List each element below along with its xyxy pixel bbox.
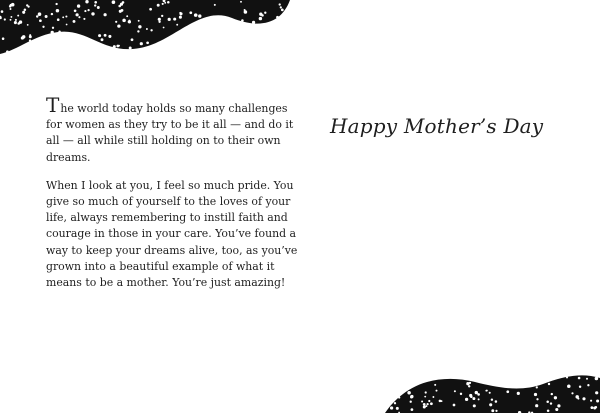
polka-dot: [194, 13, 198, 17]
polka-dot: [104, 34, 107, 37]
polka-dot: [14, 21, 17, 24]
polka-dot: [138, 25, 141, 28]
polka-dot: [97, 6, 100, 9]
polka-dot: [478, 398, 480, 400]
polka-dot: [534, 393, 537, 396]
polka-dot: [506, 390, 509, 393]
polka-dot: [163, 27, 165, 29]
polka-dot: [546, 400, 549, 403]
polka-dot: [176, 24, 178, 26]
polka-dot: [129, 47, 132, 50]
greeting-title: Happy Mother’s Day: [330, 114, 544, 138]
polka-dot: [491, 398, 493, 400]
polka-dot: [567, 385, 571, 389]
polka-dot: [118, 5, 121, 8]
polka-dot: [122, 1, 125, 4]
polka-dot: [128, 21, 131, 24]
polka-dot: [98, 34, 101, 37]
polka-dot: [55, 3, 57, 5]
polka-dot: [138, 20, 140, 22]
polka-dot: [76, 13, 79, 16]
polka-dot: [1, 10, 4, 13]
polka-dot: [551, 393, 553, 395]
polka-dot: [22, 35, 25, 38]
polka-dot: [87, 9, 89, 11]
polka-dot: [126, 15, 128, 17]
polka-dot: [42, 26, 44, 28]
polka-dot: [91, 12, 94, 15]
polka-dot: [536, 386, 538, 388]
polka-dot: [104, 13, 107, 16]
polka-dot: [423, 405, 426, 408]
polka-dot: [578, 377, 581, 380]
polka-dot: [579, 386, 581, 388]
polka-dot: [252, 21, 255, 24]
polka-dot: [22, 11, 25, 14]
polka-dot: [593, 407, 596, 410]
polka-dot: [280, 6, 282, 8]
polka-dot-wave-bottom: [385, 372, 600, 413]
polka-dot: [214, 4, 216, 6]
polka-dot: [66, 24, 68, 26]
message-paragraph-2: When I look at you, I feel so much pride. You give so much of yourself to the loves of your life, always remembering to instill faith and courage in those in your care. You’ve found a way to keep your dreams alive, too, as you’ve grown into a beautiful example of what it means to be a mother. You’re just amazing!: [46, 178, 298, 290]
polka-dot: [596, 399, 599, 402]
polka-dot: [595, 391, 598, 394]
polka-dot: [407, 391, 411, 395]
polka-dot: [118, 45, 120, 47]
polka-dot: [113, 45, 116, 48]
polka-dot: [472, 397, 475, 400]
polka-dot: [179, 12, 182, 15]
polka-dot: [423, 403, 426, 406]
polka-dot: [517, 392, 520, 395]
polka-dot: [28, 6, 30, 8]
polka-dot: [489, 403, 492, 406]
polka-dot: [140, 42, 143, 45]
polka-dot: [390, 406, 393, 409]
polka-dot: [430, 402, 433, 405]
polka-dot: [424, 396, 426, 398]
polka-dot: [535, 404, 538, 407]
polka-dot: [396, 407, 399, 410]
polka-dot: [58, 30, 60, 32]
polka-dot: [259, 13, 262, 16]
polka-dot: [421, 400, 423, 402]
polka-dot: [137, 30, 139, 32]
polka-dot: [146, 28, 148, 30]
polka-dot: [491, 409, 494, 412]
polka-dot: [6, 50, 9, 53]
polka-dot: [465, 398, 468, 401]
polka-dot: [108, 35, 111, 38]
polka-dot: [582, 397, 585, 400]
polka-dot: [575, 395, 578, 398]
polka-dot: [168, 18, 171, 21]
drop-cap: T: [46, 93, 60, 117]
polka-dot: [77, 4, 80, 7]
polka-dot: [470, 395, 473, 398]
polka-dot: [548, 383, 550, 385]
polka-dot: [112, 0, 115, 3]
polka-dot: [495, 400, 498, 403]
polka-dot: [410, 401, 412, 403]
polka-dot: [150, 29, 152, 31]
polka-dot: [161, 15, 163, 17]
polka-dot: [15, 19, 17, 21]
polka-dot: [489, 392, 491, 394]
polka-dot: [115, 21, 117, 23]
polka-dot: [264, 12, 266, 14]
polka-dot: [149, 8, 152, 11]
polka-dot: [198, 14, 201, 17]
polka-dot: [2, 37, 5, 40]
polka-dot: [10, 19, 12, 21]
polka-dot: [566, 376, 568, 378]
polka-dot: [436, 390, 438, 392]
polka-dot: [85, 0, 88, 3]
polka-dot: [10, 16, 12, 18]
polka-dot: [276, 16, 279, 19]
polka-dot: [158, 21, 160, 23]
polka-dot: [240, 1, 242, 3]
polka-dot: [173, 18, 176, 21]
polka-dot: [4, 18, 6, 20]
polka-dot: [57, 10, 59, 12]
polka-dot: [495, 410, 497, 412]
polka-dot: [411, 408, 414, 411]
polka-dot: [78, 16, 80, 18]
polka-dot: [101, 38, 104, 41]
polka-dot: [10, 8, 12, 10]
paragraph-1-text: he world today holds so many challenges for women as they try to be it all — and do it all — all while still holding on to their own dreams.: [46, 102, 294, 164]
polka-dot: [439, 400, 442, 403]
polka-dot: [162, 3, 164, 5]
polka-dot: [454, 390, 456, 392]
polka-dot: [590, 406, 593, 409]
polka-dot: [52, 27, 54, 29]
polka-dot: [157, 4, 160, 7]
polka-dot: [460, 393, 462, 395]
polka-dot: [119, 10, 122, 13]
polka-dot: [485, 390, 487, 392]
polka-dot: [39, 19, 42, 22]
polka-dot: [51, 31, 54, 34]
polka-dot: [158, 18, 161, 21]
polka-dot: [595, 377, 599, 381]
polka-dot: [571, 392, 573, 394]
polka-dot: [73, 20, 76, 23]
polka-dot: [179, 16, 182, 19]
polka-dot: [453, 404, 456, 407]
polka-dot: [146, 41, 149, 44]
polka-dot: [94, 1, 97, 4]
polka-dot: [410, 395, 413, 398]
polka-dot: [590, 400, 592, 402]
polka-dot-wave-top: [0, 0, 290, 56]
polka-dot: [259, 17, 262, 20]
polka-dot: [62, 16, 64, 18]
polka-dot: [468, 385, 470, 387]
polka-dot: [131, 38, 134, 41]
polka-dot: [117, 24, 120, 27]
message-paragraph-1: [46, 93, 298, 166]
polka-dot: [29, 39, 31, 41]
message-body: [46, 93, 298, 303]
polka-dot: [51, 13, 53, 15]
polka-dot: [426, 403, 428, 405]
polka-dot: [94, 4, 96, 6]
polka-dot: [17, 22, 20, 25]
polka-dot: [241, 19, 244, 22]
polka-dot: [27, 24, 29, 26]
polka-dot: [167, 1, 170, 4]
polka-dot: [74, 9, 77, 12]
polka-dot: [555, 408, 558, 411]
polka-dot: [29, 34, 31, 36]
polka-dot: [547, 409, 550, 412]
polka-dot: [84, 10, 86, 12]
polka-dot: [281, 9, 284, 12]
polka-dot: [434, 384, 436, 386]
polka-dot: [428, 400, 430, 402]
polka-dot: [536, 398, 538, 400]
polka-dot: [469, 382, 471, 384]
polka-dot: [398, 396, 400, 398]
polka-dot: [17, 15, 19, 17]
polka-dot: [557, 404, 560, 407]
polka-dot: [587, 384, 589, 386]
polka-dot: [164, 2, 166, 4]
polka-dot: [57, 18, 60, 21]
polka-dot: [586, 378, 588, 380]
polka-dot: [122, 19, 126, 23]
polka-dot: [473, 404, 476, 407]
polka-dot: [550, 402, 552, 404]
polka-dot: [244, 9, 246, 11]
polka-dot: [432, 396, 434, 398]
polka-dot: [425, 391, 427, 393]
polka-dot: [65, 15, 67, 17]
polka-dot: [554, 396, 557, 399]
polka-dot: [83, 18, 85, 20]
polka-dot: [11, 3, 15, 7]
polka-dot: [279, 3, 281, 5]
polka-dot: [394, 402, 396, 404]
polka-dot: [477, 393, 480, 396]
polka-dot: [189, 11, 192, 14]
polka-dot: [38, 12, 42, 16]
polka-dot: [24, 8, 27, 11]
polka-dot: [36, 15, 38, 17]
polka-dot: [45, 15, 48, 18]
